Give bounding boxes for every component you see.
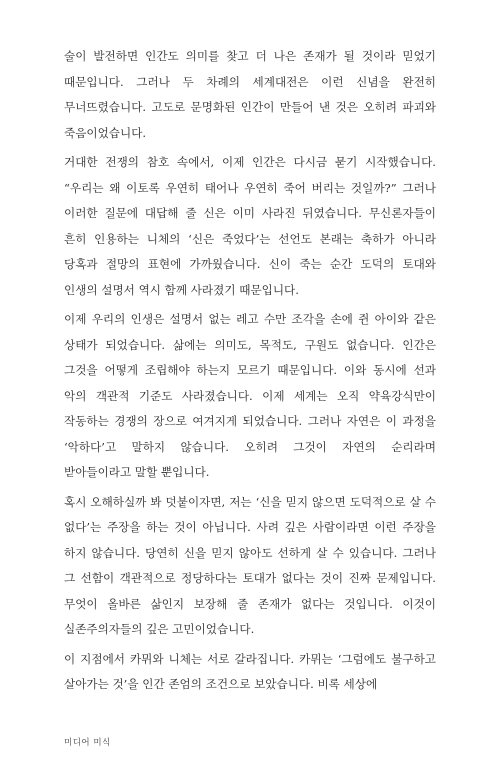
paragraph-2: 거대한 전쟁의 참호 속에서, 이제 인간은 다시금 묻기 시작했습니다. “우리는 왜 이토록 우연히 태어나 우연히 죽어 버리는 것일까?” 그러나 이러한 질문에 대답해 줄 신은 이미 사라진 뒤였습니다. 무신론자들이 흔히 인용하는 니체의 ‘신은 죽었다’는 선언도 본래는 축하가 아니라 당혹과 절망의 표현에 가까웠습니다. 신이 죽는 순간 도덕의 토대와 인생의 설명서 역시 함께 사라졌기 때문입니다. <box>64 155 436 297</box>
paragraph-3: 이제 우리의 인생은 설명서 없는 레고 수만 조각을 손에 쥔 아이와 같은 상태가 되었습니다. 삶에는 의미도, 목적도, 구원도 없습니다. 인간은 그것을 어떻게 조립해야 하는지 모르기 때문입니다. 이와 동시에 선과 악의 객관적 기준도 사라졌습니다. 이제 세계는 오직 약육강식만이 작동하는 경쟁의 장으로 여겨지게 되었습니다. 그러나 자연은 이 과정을 ‘악하다’고 말하지 않습니다. 오히려 그것이 자연의 순리라며 받아들이라고 말할 뿐입니다. <box>64 312 436 479</box>
page-body <box>64 44 436 702</box>
page-footer: 미디어 미식 <box>64 738 111 748</box>
paragraph-1: 술이 발전하면 인간도 의미를 찾고 더 나은 존재가 될 것이라 믿었기 때문입니다. 그러나 두 차례의 세계대전은 이런 신념을 완전히 무너뜨렸습니다. 고도로 문명화된 인간이 만들어 낸 것은 오히려 파괴와 죽음이었습니다. <box>64 49 436 140</box>
paragraph-5: 이 지점에서 카뮈와 니체는 서로 갈라집니다. 카뮈는 ‘그럼에도 불구하고 살아가는 것’을 인간 존엄의 조건으로 보았습니다. 비록 세상에 <box>64 651 436 691</box>
paragraph-4: 혹시 오해하실까 봐 덧붙이자면, 저는 ‘신을 믿지 않으면 도덕적으로 살 수 없다’는 주장을 하는 것이 아닙니다. 사려 깊은 사람이라면 이런 주장을 하지 않습니다. 당연히 신을 믿지 않아도 선하게 살 수 있습니다. 그러나 그 선함이 객관적으로 정당하다는 토대가 없다는 것이 진짜 문제입니다. 무엇이 올바른 삶인지 보장해 줄 존재가 없다는 것입니다. 이것이 실존주의자들의 깊은 고민이었습니다. <box>64 494 436 636</box>
